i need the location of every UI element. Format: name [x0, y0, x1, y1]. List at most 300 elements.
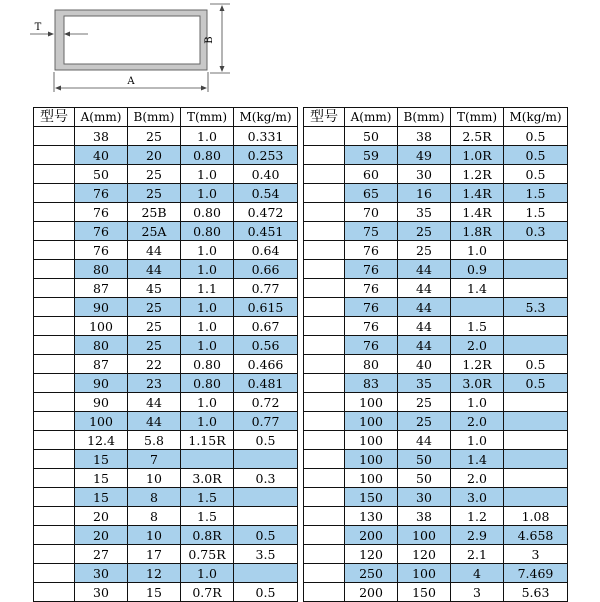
model-cell [304, 412, 345, 431]
model-cell [34, 127, 75, 146]
t-cell: 3.0R [451, 374, 504, 393]
model-cell [304, 431, 345, 450]
a-cell: 60 [345, 165, 398, 184]
m-cell [234, 564, 298, 583]
t-cell [451, 298, 504, 317]
model-cell [34, 146, 75, 165]
tube-inner-hollow [64, 16, 200, 64]
b-cell: 25 [398, 222, 451, 241]
t-cell: 3 [451, 583, 504, 602]
table-row [34, 545, 298, 564]
a-cell: 80 [345, 355, 398, 374]
a-cell: 100 [75, 412, 128, 431]
m-cell: 0.54 [234, 184, 298, 203]
b-cell: 44 [128, 412, 181, 431]
b-cell: 5.8 [128, 431, 181, 450]
m-cell: 0.466 [234, 355, 298, 374]
t-cell: 0.80 [181, 203, 234, 222]
t-cell: 1.15R [181, 431, 234, 450]
t-cell: 0.80 [181, 222, 234, 241]
model-cell [34, 469, 75, 488]
col-header-a: A(mm) [75, 108, 128, 127]
model-cell [304, 450, 345, 469]
m-cell: 1.5 [504, 203, 568, 222]
m-cell [504, 336, 568, 355]
table-row [304, 241, 568, 260]
model-cell [34, 203, 75, 222]
m-cell: 0.40 [234, 165, 298, 184]
b-cell: 44 [128, 393, 181, 412]
model-cell [304, 355, 345, 374]
model-cell [304, 222, 345, 241]
a-cell: 76 [345, 317, 398, 336]
m-cell [504, 488, 568, 507]
a-cell: 38 [75, 127, 128, 146]
b-cell: 25 [398, 393, 451, 412]
model-cell [34, 241, 75, 260]
table-row [304, 279, 568, 298]
model-cell [304, 127, 345, 146]
table-row [34, 222, 298, 241]
a-cell: 76 [345, 298, 398, 317]
model-cell [304, 488, 345, 507]
b-cell: 12 [128, 564, 181, 583]
table-row [304, 488, 568, 507]
b-cell: 25 [128, 184, 181, 203]
table-row [304, 184, 568, 203]
b-cell: 49 [398, 146, 451, 165]
m-cell: 0.5 [234, 526, 298, 545]
model-cell [34, 298, 75, 317]
a-cell: 20 [75, 507, 128, 526]
a-cell: 100 [345, 412, 398, 431]
b-cell: 44 [398, 336, 451, 355]
m-cell: 0.56 [234, 336, 298, 355]
model-cell [304, 507, 345, 526]
a-cell: 87 [75, 355, 128, 374]
b-cell: 35 [398, 203, 451, 222]
b-cell: 20 [128, 146, 181, 165]
table-row [304, 526, 568, 545]
a-cell: 15 [75, 450, 128, 469]
m-cell [504, 393, 568, 412]
b-cell: 25 [128, 298, 181, 317]
model-cell [34, 393, 75, 412]
table-row [34, 165, 298, 184]
t-cell: 1.5 [451, 317, 504, 336]
a-cell: 59 [345, 146, 398, 165]
m-cell: 0.66 [234, 260, 298, 279]
table-row [34, 374, 298, 393]
t-cell: 2.0 [451, 412, 504, 431]
t-cell: 1.0 [451, 241, 504, 260]
a-cell: 50 [75, 165, 128, 184]
t-cell: 1.0 [181, 260, 234, 279]
m-cell: 4.658 [504, 526, 568, 545]
a-cell: 100 [75, 317, 128, 336]
m-cell [504, 450, 568, 469]
b-cell: 8 [128, 488, 181, 507]
m-cell [504, 260, 568, 279]
b-cell: 120 [398, 545, 451, 564]
b-cell: 44 [398, 317, 451, 336]
m-cell: 0.615 [234, 298, 298, 317]
m-cell [504, 469, 568, 488]
m-cell: 0.253 [234, 146, 298, 165]
m-cell: 0.3 [504, 222, 568, 241]
table-row [34, 488, 298, 507]
m-cell [234, 450, 298, 469]
table-row [34, 146, 298, 165]
m-cell: 0.77 [234, 412, 298, 431]
b-cell: 17 [128, 545, 181, 564]
model-cell [34, 317, 75, 336]
t-cell: 2.9 [451, 526, 504, 545]
b-cell: 25 [128, 127, 181, 146]
m-cell: 0.64 [234, 241, 298, 260]
model-cell [304, 317, 345, 336]
table-row [304, 203, 568, 222]
model-cell [34, 336, 75, 355]
a-cell: 100 [345, 450, 398, 469]
model-cell [34, 184, 75, 203]
table-row [304, 298, 568, 317]
m-cell: 0.3 [234, 469, 298, 488]
table-row [34, 450, 298, 469]
col-header-t: T(mm) [451, 108, 504, 127]
b-cell: 7 [128, 450, 181, 469]
a-cell: 76 [345, 279, 398, 298]
model-cell [34, 260, 75, 279]
model-cell [34, 222, 75, 241]
right-spec-table [303, 107, 568, 602]
table-row [304, 374, 568, 393]
table-row [304, 412, 568, 431]
model-cell [304, 241, 345, 260]
m-cell: 7.469 [504, 564, 568, 583]
a-cell: 30 [75, 583, 128, 602]
table-row [34, 241, 298, 260]
t-cell: 1.4 [451, 450, 504, 469]
table-row [304, 583, 568, 602]
m-cell: 0.77 [234, 279, 298, 298]
b-cell: 15 [128, 583, 181, 602]
table-row [304, 450, 568, 469]
b-cell: 25 [128, 165, 181, 184]
t-cell: 2.5R [451, 127, 504, 146]
a-cell: 250 [345, 564, 398, 583]
col-header-model: 型号 [34, 108, 75, 127]
a-cell: 76 [345, 241, 398, 260]
m-cell: 0.451 [234, 222, 298, 241]
model-cell [304, 374, 345, 393]
a-cell: 120 [345, 545, 398, 564]
b-cell: 30 [398, 488, 451, 507]
model-cell [34, 431, 75, 450]
b-cell: 44 [398, 431, 451, 450]
m-cell: 0.67 [234, 317, 298, 336]
t-cell: 1.0 [181, 127, 234, 146]
t-cell: 2.0 [451, 336, 504, 355]
a-cell: 12.4 [75, 431, 128, 450]
t-cell: 1.0 [181, 184, 234, 203]
t-cell: 1.0 [451, 431, 504, 450]
b-cell: 30 [398, 165, 451, 184]
table-row [304, 317, 568, 336]
a-cell: 130 [345, 507, 398, 526]
b-cell: 44 [128, 260, 181, 279]
table-row [304, 146, 568, 165]
b-cell: 38 [398, 507, 451, 526]
model-cell [304, 184, 345, 203]
left-table-body [34, 127, 298, 602]
b-cell: 38 [398, 127, 451, 146]
t-cell: 1.0 [181, 393, 234, 412]
col-header-a: A(mm) [345, 108, 398, 127]
m-cell: 5.3 [504, 298, 568, 317]
a-cell: 76 [345, 260, 398, 279]
t-cell: 0.80 [181, 374, 234, 393]
model-cell [34, 279, 75, 298]
model-cell [304, 393, 345, 412]
model-cell [34, 564, 75, 583]
a-cell: 100 [345, 469, 398, 488]
table-row [34, 298, 298, 317]
col-header-model: 型号 [304, 108, 345, 127]
m-cell: 5.63 [504, 583, 568, 602]
a-cell: 65 [345, 184, 398, 203]
table-row [34, 526, 298, 545]
table-row [304, 127, 568, 146]
b-cell: 44 [398, 298, 451, 317]
m-cell: 0.472 [234, 203, 298, 222]
t-cell: 1.0 [181, 336, 234, 355]
table-row [304, 507, 568, 526]
b-cell: 25 [128, 317, 181, 336]
model-cell [304, 203, 345, 222]
b-cell: 45 [128, 279, 181, 298]
model-cell [34, 488, 75, 507]
a-cell: 90 [75, 374, 128, 393]
a-cell: 76 [75, 184, 128, 203]
model-cell [304, 545, 345, 564]
b-cell: 25B [128, 203, 181, 222]
b-cell: 8 [128, 507, 181, 526]
m-cell: 0.5 [504, 127, 568, 146]
a-cell: 76 [75, 222, 128, 241]
a-cell: 87 [75, 279, 128, 298]
a-cell: 76 [75, 241, 128, 260]
t-cell: 1.2 [451, 507, 504, 526]
model-cell [304, 146, 345, 165]
m-cell: 3 [504, 545, 568, 564]
table-row [34, 336, 298, 355]
t-cell: 3.0R [181, 469, 234, 488]
b-cell: 44 [398, 260, 451, 279]
model-cell [34, 450, 75, 469]
table-header-row [304, 108, 568, 127]
a-cell: 75 [345, 222, 398, 241]
b-cell: 10 [128, 526, 181, 545]
a-cell: 90 [75, 393, 128, 412]
a-cell: 80 [75, 260, 128, 279]
model-cell [304, 260, 345, 279]
table-row [34, 203, 298, 222]
table-row [304, 545, 568, 564]
table-row [34, 184, 298, 203]
t-cell [181, 450, 234, 469]
a-cell: 70 [345, 203, 398, 222]
col-header-b: B(mm) [128, 108, 181, 127]
right-table-body [304, 127, 568, 602]
col-header-m: M(kg/m) [234, 108, 298, 127]
t-cell: 1.0 [181, 241, 234, 260]
t-cell: 1.5 [181, 488, 234, 507]
m-cell [234, 488, 298, 507]
a-cell: 83 [345, 374, 398, 393]
dimension-t-label: T [34, 22, 42, 33]
table-row [304, 564, 568, 583]
dimension-a-label: A [127, 76, 135, 87]
m-cell: 0.72 [234, 393, 298, 412]
t-cell: 1.2R [451, 165, 504, 184]
m-cell: 0.5 [504, 146, 568, 165]
model-cell [34, 545, 75, 564]
t-cell: 1.0 [181, 317, 234, 336]
model-cell [304, 526, 345, 545]
table-row [304, 222, 568, 241]
t-cell: 1.0 [451, 393, 504, 412]
table-row [34, 469, 298, 488]
a-cell: 15 [75, 469, 128, 488]
model-cell [304, 279, 345, 298]
b-cell: 50 [398, 469, 451, 488]
table-row [34, 317, 298, 336]
b-cell: 25 [398, 241, 451, 260]
t-cell: 1.0 [181, 564, 234, 583]
table-row [304, 336, 568, 355]
dimension-b-label: B [204, 36, 215, 44]
m-cell [504, 279, 568, 298]
t-cell: 1.4 [451, 279, 504, 298]
t-cell: 2.0 [451, 469, 504, 488]
m-cell [504, 241, 568, 260]
col-header-m: M(kg/m) [504, 108, 568, 127]
m-cell: 0.5 [234, 431, 298, 450]
t-cell: 1.0 [181, 165, 234, 184]
t-cell: 0.80 [181, 146, 234, 165]
m-cell [234, 507, 298, 526]
m-cell [504, 317, 568, 336]
table-row [34, 507, 298, 526]
tube-cross-section-diagram [0, 0, 300, 100]
m-cell: 3.5 [234, 545, 298, 564]
model-cell [34, 526, 75, 545]
b-cell: 23 [128, 374, 181, 393]
b-cell: 44 [398, 279, 451, 298]
t-cell: 1.0 [181, 412, 234, 431]
t-cell: 3.0 [451, 488, 504, 507]
table-row [34, 355, 298, 374]
t-cell: 0.9 [451, 260, 504, 279]
table-row [34, 279, 298, 298]
a-cell: 20 [75, 526, 128, 545]
a-cell: 200 [345, 526, 398, 545]
m-cell: 0.5 [504, 165, 568, 184]
t-cell: 2.1 [451, 545, 504, 564]
table-header-row [34, 108, 298, 127]
a-cell: 80 [75, 336, 128, 355]
b-cell: 100 [398, 564, 451, 583]
b-cell: 100 [398, 526, 451, 545]
m-cell: 0.331 [234, 127, 298, 146]
b-cell: 44 [128, 241, 181, 260]
t-cell: 1.5 [181, 507, 234, 526]
m-cell: 1.5 [504, 184, 568, 203]
a-cell: 76 [345, 336, 398, 355]
t-cell: 4 [451, 564, 504, 583]
m-cell [504, 412, 568, 431]
left-spec-table [33, 107, 298, 602]
t-cell: 1.0 [181, 298, 234, 317]
t-cell: 1.4R [451, 203, 504, 222]
a-cell: 76 [75, 203, 128, 222]
m-cell [504, 431, 568, 450]
model-cell [34, 374, 75, 393]
t-cell: 1.4R [451, 184, 504, 203]
b-cell: 150 [398, 583, 451, 602]
col-header-t: T(mm) [181, 108, 234, 127]
table-row [304, 393, 568, 412]
a-cell: 150 [345, 488, 398, 507]
b-cell: 35 [398, 374, 451, 393]
t-cell: 0.8R [181, 526, 234, 545]
a-cell: 40 [75, 146, 128, 165]
table-row [304, 260, 568, 279]
t-cell: 1.1 [181, 279, 234, 298]
t-cell: 0.7R [181, 583, 234, 602]
b-cell: 10 [128, 469, 181, 488]
table-row [34, 127, 298, 146]
b-cell: 50 [398, 450, 451, 469]
b-cell: 16 [398, 184, 451, 203]
table-row [304, 431, 568, 450]
model-cell [34, 165, 75, 184]
a-cell: 50 [345, 127, 398, 146]
model-cell [34, 412, 75, 431]
b-cell: 25 [128, 336, 181, 355]
m-cell: 0.5 [504, 374, 568, 393]
t-cell: 1.2R [451, 355, 504, 374]
table-row [34, 431, 298, 450]
table-row [34, 412, 298, 431]
m-cell: 0.5 [504, 355, 568, 374]
t-cell: 1.0R [451, 146, 504, 165]
a-cell: 27 [75, 545, 128, 564]
table-row [304, 165, 568, 184]
m-cell: 1.08 [504, 507, 568, 526]
model-cell [34, 583, 75, 602]
model-cell [304, 298, 345, 317]
model-cell [304, 564, 345, 583]
model-cell [304, 469, 345, 488]
model-cell [34, 507, 75, 526]
model-cell [304, 336, 345, 355]
model-cell [34, 355, 75, 374]
a-cell: 15 [75, 488, 128, 507]
m-cell: 0.5 [234, 583, 298, 602]
col-header-b: B(mm) [398, 108, 451, 127]
